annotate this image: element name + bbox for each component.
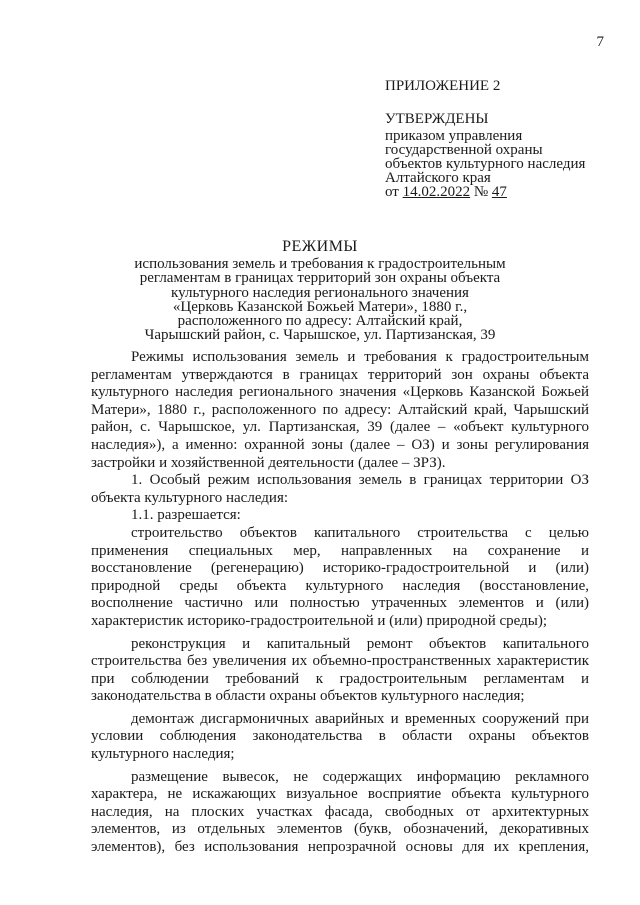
list-item: демонтаж дисгармоничных аварийных и временных сооружений при условии соблюдения законодательства в области охраны объектов культурного наследия; [91, 710, 589, 763]
section-1-paragraph: 1. Особый режим использования земель в границах территории ОЗ объекта культурного наследия: [91, 472, 589, 506]
approval-heading: УТВЕРЖДЕНЫ [385, 111, 489, 127]
intro-paragraph: Режимы использования земель и требования к градостроительным регламентам утверждаются в границах территорий зон охраны объекта культурного наследия регионального значения «Церковь Казанской Божьей Матери», 1880 г., расположенного по адресу: Алтайский край, Чарышский район, с. Чарышское, ул. Партизанская, 39 (далее – «объект культурного наследия»), а именно: охранной зоны (далее – ОЗ) и зоны регулирования застройки и хозяйственной деятельности (далее – ЗРЗ). [91, 349, 589, 471]
approval-line: приказом управления [385, 128, 523, 144]
title-line: расположенного по адресу: Алтайский край, [177, 313, 463, 330]
list-item: размещение вывесок, не содержащих информацию рекламного характера, не искажающих визуальное восприятие объекта культурного наследия, на плоских участках фасада, свободных от архитектурных элементов, из отдельных элементов (букв, обозначений, декоративных элементов), без использования непрозрачной основы для их крепления, [91, 768, 589, 856]
approval-date: 14.02.2022 [402, 184, 471, 200]
title-line: Чарышский район, с. Чарышское, ул. Партизанская, 39 [144, 327, 496, 344]
title-line: регламентам в границах территорий зон охраны объекта [139, 270, 501, 287]
page-number: 7 [596, 34, 604, 50]
title-line: «Церковь Казанской Божьей Матери», 1880 г., [172, 298, 468, 315]
list-item: строительство объектов капитального строительства с целью применения специальных мер, направленных на сохранение и восстановление (регенерацию) историко-градостроительной и (или) природной среды объекта культурного наследия (восстановление, восполнение частично или полностью утраченных элементов и (или) характеристик историко-градостроительной и (или) природной среды); [91, 524, 589, 629]
approval-number: 47 [491, 184, 507, 200]
title-line: культурного наследия регионального значения [171, 284, 469, 301]
number-prefix: № [470, 184, 492, 200]
appendix-label: ПРИЛОЖЕНИЕ 2 [385, 78, 501, 94]
approval-line: объектов культурного наследия [385, 156, 586, 172]
title-heading: РЕЖИМЫ [282, 238, 358, 255]
approval-line: Алтайского края [385, 170, 491, 186]
document-body [91, 349, 589, 857]
section-1-1-paragraph: 1.1. разрешается: [131, 507, 241, 524]
approval-line: государственной охраны [385, 142, 543, 158]
title-line: использования земель и требования к градостроительным [134, 256, 506, 273]
document-title [100, 240, 540, 342]
list-item: реконструкция и капитальный ремонт объектов капитального строительства без увеличения их объемно-пространственных характеристик при соблюдении требований к градостроительным регламентам и законодательства в области охраны объектов культурного наследия; [91, 635, 589, 705]
approval-date-line [385, 185, 585, 199]
date-prefix: от [385, 184, 403, 200]
approval-block [385, 112, 585, 199]
